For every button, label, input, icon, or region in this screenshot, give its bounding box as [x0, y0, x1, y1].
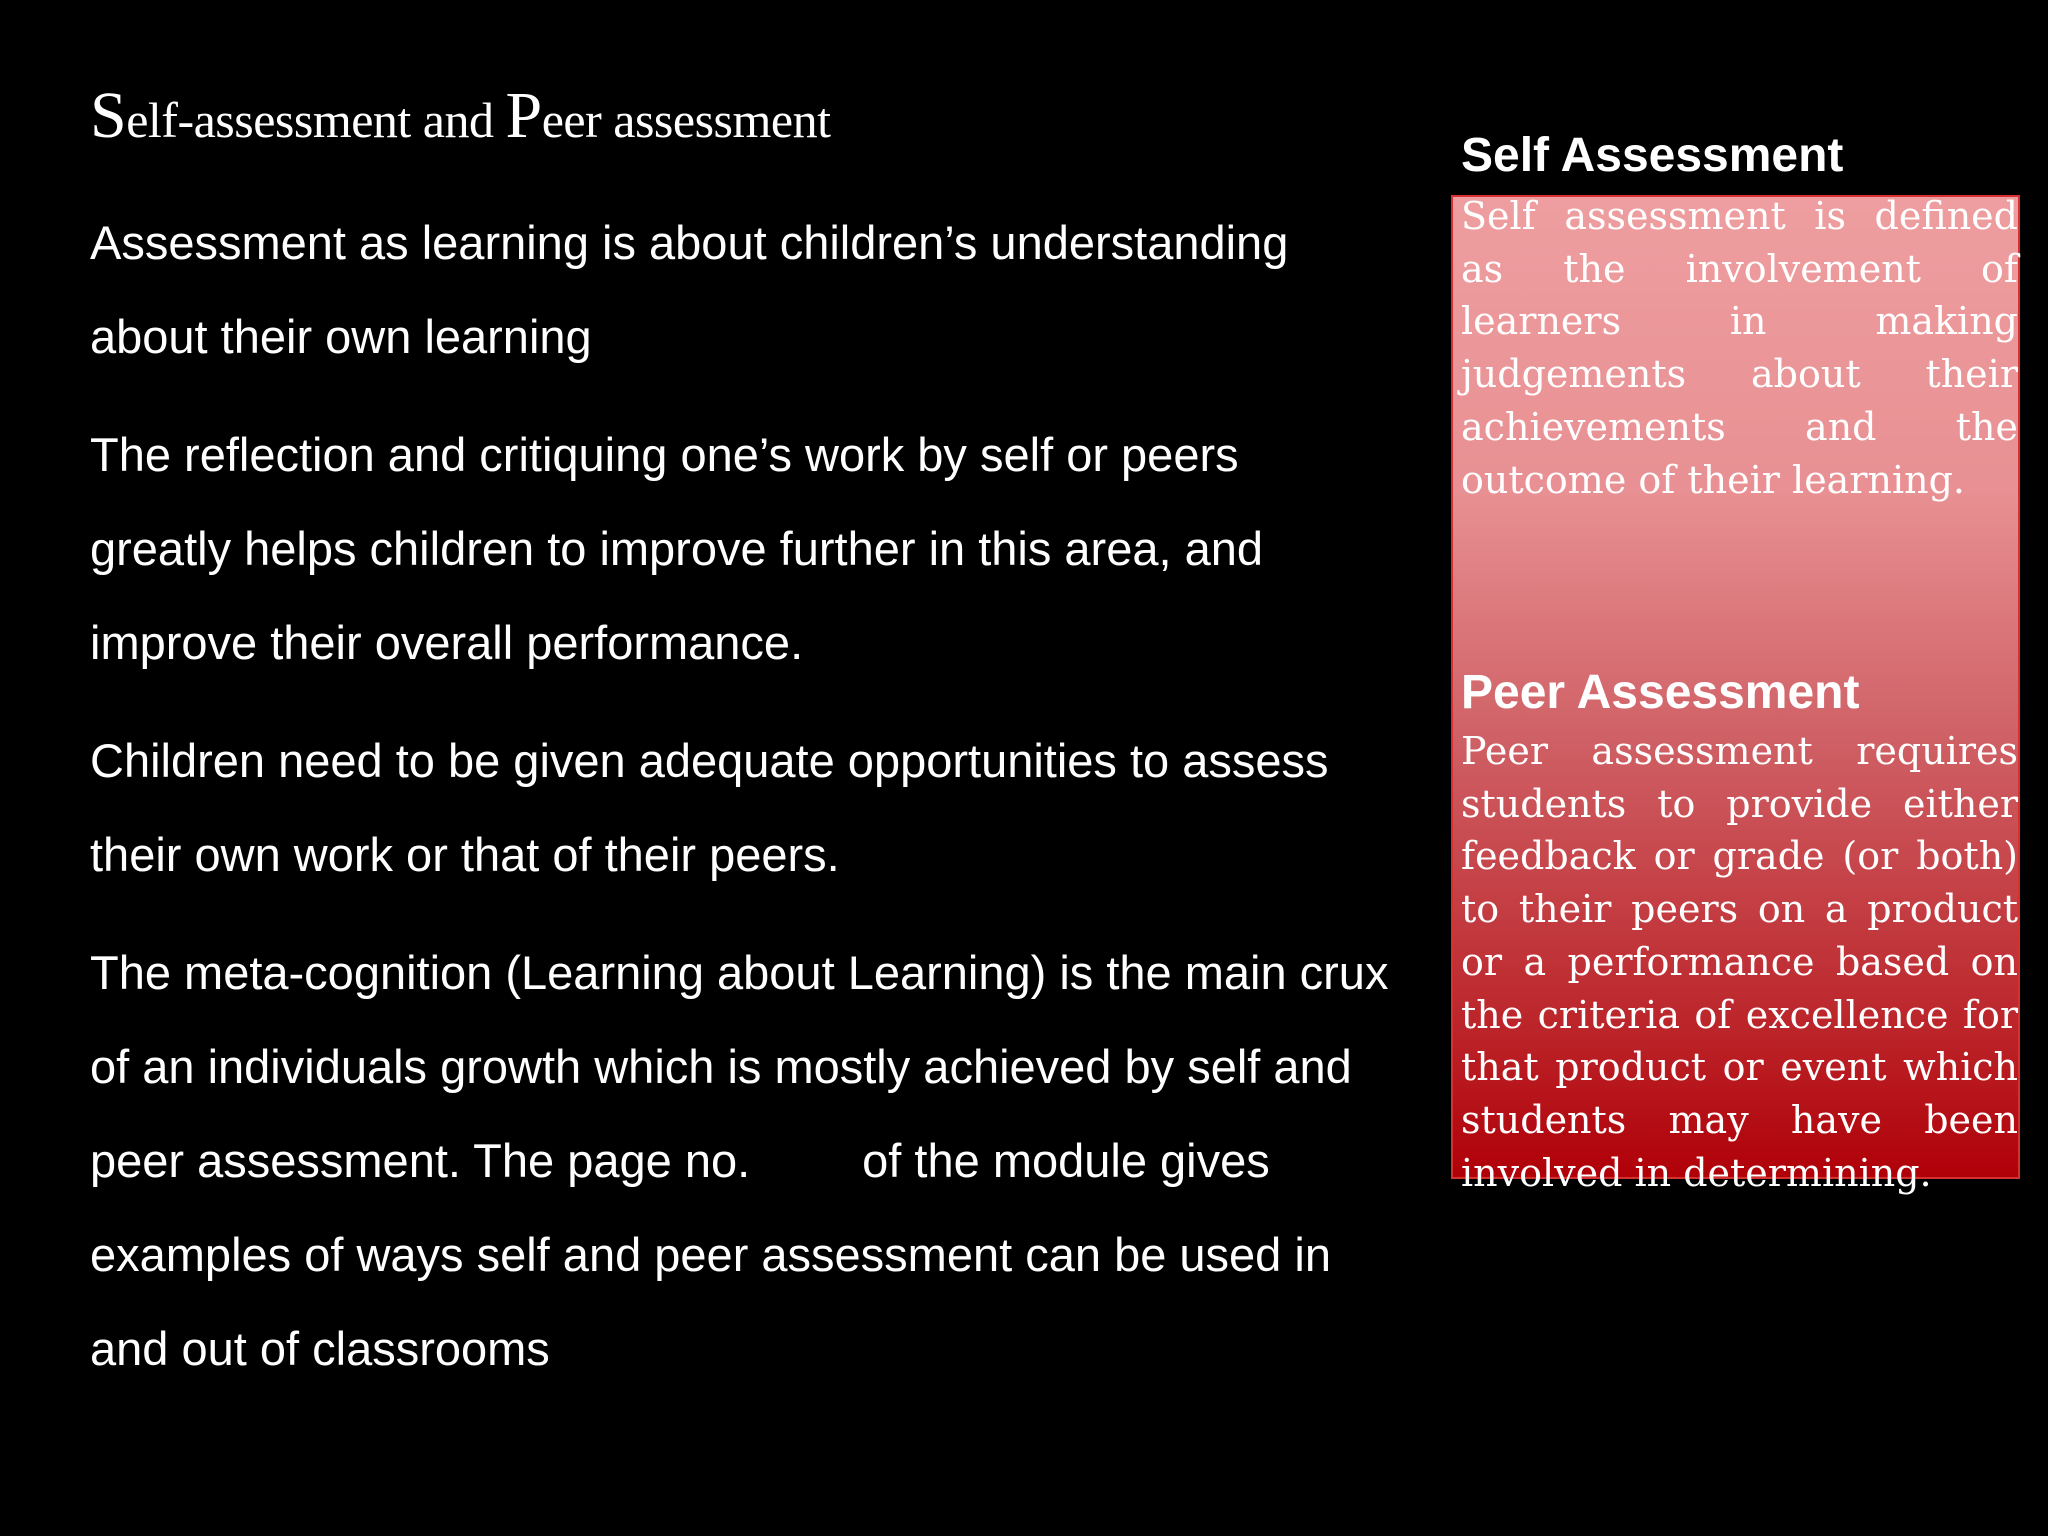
slide-title: [90, 79, 831, 152]
paragraph-reflection: The reflection and critiquing one’s work by self or peers greatly helps children to improve further in this area, and improve their overall performance.: [90, 428, 1264, 669]
paragraph-opportunities: Children need to be given adequate opportunities to assess their own work or that of their peers.: [90, 734, 1329, 881]
self-assessment-definition: Self assessment is defined as the involvement of learners in making judgements about their achievements and the outcome of their learning.: [1461, 194, 2018, 502]
peer-assessment-heading: Peer Assessment: [1461, 666, 1860, 719]
title-text-1: elf-assessment and: [126, 92, 506, 148]
main-body: [90, 196, 1390, 1420]
meta-cognition-text-b: of the module gives examples of ways self and peer assessment can be used in and out of classrooms: [90, 1134, 1331, 1375]
title-text-3: assessment: [613, 92, 831, 148]
peer-assessment-definition: Peer assessment requires students to provide either feedback or grade (or both) to their peers on a product or a performance based on the criteria of excellence for that product or event which students may have been involved in determining.: [1461, 729, 2018, 1195]
meta-cognition-text-a: The meta-cognition (Learning about Learning) is the main crux of an individuals growth which is mostly achieved by self and peer assessment. The page no.: [90, 946, 1389, 1187]
paragraph-meta-cognition: [90, 926, 1390, 1396]
title-cap-s: S: [90, 79, 127, 152]
title-cap-p: P: [505, 79, 542, 152]
self-assessment-heading: Self Assessment: [1461, 129, 1844, 182]
title-text-2: eer: [541, 92, 614, 148]
paragraph-assessment-as-learning: Assessment as learning is about children’s understanding about their own learning: [90, 216, 1289, 363]
